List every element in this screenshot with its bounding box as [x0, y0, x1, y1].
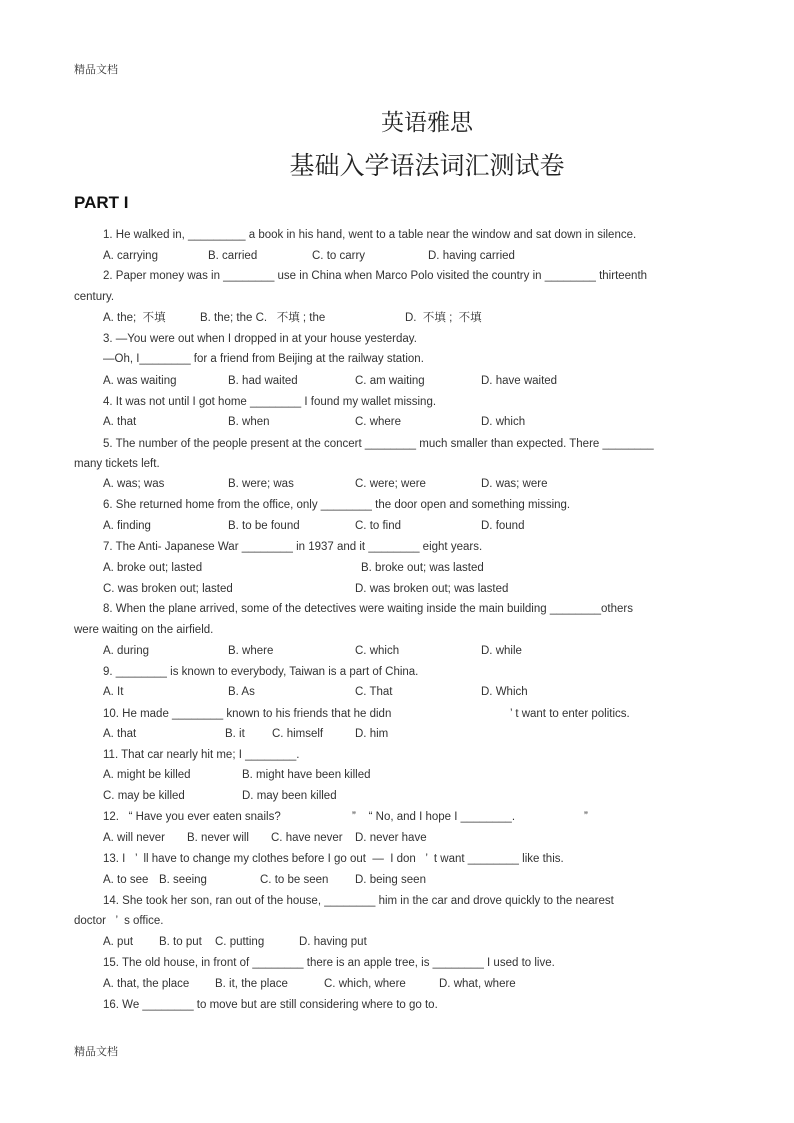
q14-option-c: C. putting: [215, 936, 265, 948]
q8-option-c: C. which: [355, 645, 400, 657]
q11-option-a: A. might be killed: [103, 769, 191, 781]
q12-option-b: B. never will: [187, 832, 249, 844]
q5-option-a: A. was; was: [103, 478, 165, 490]
question-11: 11. That car nearly hit me; I ________.: [103, 749, 300, 761]
q11-option-c: C. may be killed: [103, 790, 185, 802]
question-12-close-quote: ”: [584, 811, 588, 823]
q4-option-a: A. that: [103, 416, 137, 428]
question-12: 12. “ Have you ever eaten snails?: [103, 811, 281, 823]
q12-option-c: C. have never: [271, 832, 343, 844]
q14-option-a: A. put: [103, 936, 134, 948]
question-9: 9. ________ is known to everybody, Taiwan is a part of China.: [103, 666, 419, 678]
question-12-reply: ” “ No, and I hope I ________.: [352, 811, 516, 823]
q3-option-b: B. had waited: [228, 375, 298, 387]
question-10: 10. He made ________ known to his friends that he didn: [103, 708, 392, 720]
q7-option-d: D. was broken out; was lasted: [355, 583, 509, 595]
question-16: 16. We ________ to move but are still considering where to go to.: [103, 999, 438, 1011]
section-heading: PART I: [74, 193, 129, 212]
q6-option-c: C. to find: [355, 520, 402, 532]
title-line-1: 英语雅思: [381, 110, 473, 136]
q5-option-b: B. were; was: [228, 478, 294, 490]
q2-option-d: D. 不填 ; 不填: [405, 312, 482, 324]
question-14: 14. She took her son, ran out of the house, ________ him in the car and drove quickly to the nearest: [103, 895, 614, 907]
q4-option-b: B. when: [228, 416, 270, 428]
q8-option-a: A. during: [103, 645, 150, 657]
question-6: 6. She returned home from the office, only ________ the door open and something missing.: [103, 499, 571, 511]
q11-option-d: D. may been killed: [242, 790, 337, 802]
question-8: 8. When the plane arrived, some of the detectives were waiting inside the main building ________others: [103, 603, 633, 615]
question-1: 1. He walked in, _________ a book in his hand, went to a table near the window and sat down in silence.: [103, 229, 637, 241]
q10-option-b: B. it: [225, 728, 245, 740]
q14-option-d: D. having put: [299, 936, 367, 948]
q9-option-a: A. It: [103, 686, 124, 698]
footer-label: 精品文档: [74, 1045, 118, 1058]
question-14-continued: doctor ’ s office.: [74, 915, 164, 927]
question-13: 13. I ’ ll have to change my clothes before I go out — I don ’ t want ________ like this.: [103, 853, 564, 865]
question-2-continued: century.: [74, 291, 115, 303]
q5-option-d: D. was; were: [481, 478, 548, 490]
question-5-continued: many tickets left.: [74, 458, 160, 470]
q3-option-a: A. was waiting: [103, 375, 177, 387]
q4-option-d: D. which: [481, 416, 526, 428]
q12-option-a: A. will never: [103, 832, 165, 844]
q2-option-b: B. the; the C. 不填 ; the: [200, 312, 326, 324]
question-15: 15. The old house, in front of ________ there is an apple tree, is ________ I used to live.: [103, 957, 555, 969]
q1-option-a: A. carrying: [103, 250, 158, 262]
question-4: 4. It was not until I got home ________ I found my wallet missing.: [103, 396, 437, 408]
q1-option-b: B. carried: [208, 250, 258, 262]
q7-option-a: A. broke out; lasted: [103, 562, 203, 574]
q6-option-b: B. to be found: [228, 520, 300, 532]
q8-option-d: D. while: [481, 645, 522, 657]
q13-option-c: C. to be seen: [260, 874, 329, 886]
question-5: 5. The number of the people present at the concert ________ much smaller than expected. There ________: [103, 438, 654, 450]
q6-option-d: D. found: [481, 520, 525, 532]
q7-option-c: C. was broken out; lasted: [103, 583, 233, 595]
question-3-continued: —Oh, I________ for a friend from Beijing at the railway station.: [103, 353, 424, 365]
header-label: 精品文档: [74, 63, 118, 76]
q13-option-b: B. seeing: [159, 874, 207, 886]
q9-option-c: C. That: [355, 686, 393, 698]
q3-option-c: C. am waiting: [355, 375, 425, 387]
q10-option-d: D. him: [355, 728, 389, 740]
q7-option-b: B. broke out; was lasted: [361, 562, 484, 574]
q10-option-c: C. himself: [272, 728, 324, 740]
q14-option-b: B. to put: [159, 936, 202, 948]
q15-option-b: B. it, the place: [215, 978, 288, 990]
q9-option-b: B. As: [228, 686, 255, 698]
q6-option-a: A. finding: [103, 520, 151, 532]
question-2: 2. Paper money was in ________ use in China when Marco Polo visited the country in ________ thirteenth: [103, 270, 648, 282]
q15-option-d: D. what, where: [439, 978, 516, 990]
question-7: 7. The Anti- Japanese War ________ in 1937 and it ________ eight years.: [103, 541, 483, 553]
q10-option-a: A. that: [103, 728, 137, 740]
q11-option-b: B. might have been killed: [242, 769, 371, 781]
question-3: 3. —You were out when I dropped in at your house yesterday.: [103, 333, 417, 345]
q1-option-d: D. having carried: [428, 250, 515, 262]
q12-option-d: D. never have: [355, 832, 427, 844]
question-8-continued: were waiting on the airfield.: [74, 624, 214, 636]
q4-option-c: C. where: [355, 416, 402, 428]
title-line-2: 基础入学语法词汇测试卷: [289, 151, 565, 180]
q8-option-b: B. where: [228, 645, 274, 657]
q13-option-d: D. being seen: [355, 874, 426, 886]
question-10-tail: ’ t want to enter politics.: [510, 708, 630, 720]
q9-option-d: D. Which: [481, 686, 528, 698]
q2-option-a: A. the; 不填: [103, 312, 166, 324]
q13-option-a: A. to see: [103, 874, 149, 886]
q15-option-c: C. which, where: [324, 978, 406, 990]
q15-option-a: A. that, the place: [103, 978, 190, 990]
q1-option-c: C. to carry: [312, 250, 366, 262]
q3-option-d: D. have waited: [481, 375, 558, 387]
q5-option-c: C. were; were: [355, 478, 426, 490]
